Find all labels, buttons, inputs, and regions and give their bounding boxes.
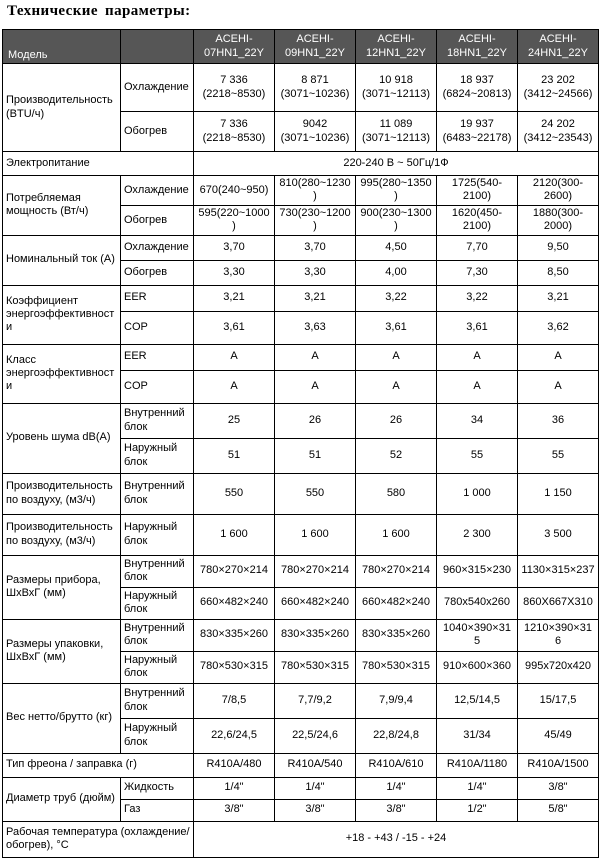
value-cell: 3,21 bbox=[518, 285, 599, 311]
value-cell: 24 202 (3412~23543) bbox=[518, 112, 599, 152]
value-cell: 3,61 bbox=[356, 311, 437, 344]
value-cell: A bbox=[437, 370, 518, 403]
table-header-row bbox=[3, 30, 599, 64]
value-cell: 1725(540-2100) bbox=[437, 176, 518, 206]
row-pipe-liquid bbox=[3, 777, 599, 799]
value-cell: 7 336 (2218~8530) bbox=[194, 112, 275, 152]
value-power-supply: 220-240 В ~ 50Гц/1Ф bbox=[194, 152, 599, 176]
value-cell: 730(230~1200) bbox=[275, 205, 356, 235]
model-header-18: ACEHI-18HN1_22Y bbox=[437, 30, 518, 64]
param-label-class: Класс энергоэффективности bbox=[3, 344, 121, 403]
value-cell: 3/8" bbox=[356, 799, 437, 821]
value-cell: 1 600 bbox=[275, 514, 356, 555]
value-cell: 1/2" bbox=[437, 799, 518, 821]
row-eff-eer bbox=[3, 285, 599, 311]
value-cell: 1880(300-2000) bbox=[518, 205, 599, 235]
value-cell: 3/8" bbox=[275, 799, 356, 821]
sub-label-outdoor: Наружный блок bbox=[121, 587, 194, 619]
value-cell: 660×482×240 bbox=[194, 587, 275, 619]
value-cell: 31/34 bbox=[437, 718, 518, 753]
value-cell: 51 bbox=[194, 438, 275, 473]
sub-label-indoor: Внутренний блок bbox=[121, 473, 194, 514]
row-airflow-indoor bbox=[3, 473, 599, 514]
value-cell: 52 bbox=[356, 438, 437, 473]
param-label-working-temp: Рабочая температура (охлаждение/обогрев), °С bbox=[3, 821, 194, 857]
value-cell: 3,22 bbox=[437, 285, 518, 311]
row-dims-pack-indoor bbox=[3, 619, 599, 651]
value-cell: 51 bbox=[275, 438, 356, 473]
sub-label-heating: Обогрев bbox=[121, 260, 194, 285]
value-cell: 7 336 (2218~8530) bbox=[194, 64, 275, 112]
value-cell: 910×600×360 bbox=[437, 651, 518, 683]
value-cell: 1620(450-2100) bbox=[437, 205, 518, 235]
sub-label-outdoor: Наружный блок bbox=[121, 438, 194, 473]
model-header-spacer bbox=[121, 30, 194, 64]
value-cell: 1 600 bbox=[194, 514, 275, 555]
value-cell: 8 871 (3071~10236) bbox=[275, 64, 356, 112]
value-cell: R410A/540 bbox=[275, 753, 356, 777]
value-cell: 19 937 (6483~22178) bbox=[437, 112, 518, 152]
row-btu-cooling bbox=[3, 64, 599, 112]
value-cell: 3/8" bbox=[518, 777, 599, 799]
value-cell: 660×482×240 bbox=[356, 587, 437, 619]
value-cell: 780×530×315 bbox=[194, 651, 275, 683]
value-cell: 4,00 bbox=[356, 260, 437, 285]
value-cell: 550 bbox=[275, 473, 356, 514]
value-cell: 1/4" bbox=[356, 777, 437, 799]
model-header-12: ACEHI-12HN1_22Y bbox=[356, 30, 437, 64]
param-label-airflow-indoor: Производительность по воздуху, (м3/ч) bbox=[3, 473, 121, 514]
sub-label-eer: EER bbox=[121, 344, 194, 370]
value-cell: 55 bbox=[437, 438, 518, 473]
row-dims-unit-indoor bbox=[3, 555, 599, 587]
value-cell: 660×482×240 bbox=[275, 587, 356, 619]
row-class-eer bbox=[3, 344, 599, 370]
param-label-dims-pack: Размеры упаковки, ШхВхГ (мм) bbox=[3, 619, 121, 683]
value-cell: 34 bbox=[437, 403, 518, 438]
value-cell: 7,70 bbox=[437, 235, 518, 260]
sub-label-indoor: Внутренний блок bbox=[121, 403, 194, 438]
sub-label-indoor: Внутренний блок bbox=[121, 555, 194, 587]
row-freon bbox=[3, 753, 599, 777]
value-cell: 11 089 (3071~12113) bbox=[356, 112, 437, 152]
param-label-weight: Вес нетто/брутто (кг) bbox=[3, 683, 121, 753]
value-cell: 550 bbox=[194, 473, 275, 514]
value-cell: 23 202 (3412~24566) bbox=[518, 64, 599, 112]
sub-label-cooling: Охлаждение bbox=[121, 64, 194, 112]
value-cell: 860X667X310 bbox=[518, 587, 599, 619]
value-cell: 3,22 bbox=[356, 285, 437, 311]
model-header-07: ACEHI-07HN1_22Y bbox=[194, 30, 275, 64]
model-header-09: ACEHI-09HN1_22Y bbox=[275, 30, 356, 64]
value-cell: 25 bbox=[194, 403, 275, 438]
value-cell: 1/4" bbox=[194, 777, 275, 799]
value-cell: 15/17,5 bbox=[518, 683, 599, 718]
sub-label-outdoor: Наружный блок bbox=[121, 718, 194, 753]
value-cell: R410A/610 bbox=[356, 753, 437, 777]
page-title: Технические параметры: bbox=[7, 3, 191, 19]
sub-label-liquid: Жидкость bbox=[121, 777, 194, 799]
sub-label-outdoor: Наружный блок bbox=[121, 651, 194, 683]
value-cell: A bbox=[518, 344, 599, 370]
sub-label-cooling: Охлаждение bbox=[121, 235, 194, 260]
sub-label-indoor: Внутренний блок bbox=[121, 619, 194, 651]
value-cell: 3/8" bbox=[194, 799, 275, 821]
value-cell: A bbox=[518, 370, 599, 403]
value-cell: 3,63 bbox=[275, 311, 356, 344]
value-cell: 3,30 bbox=[275, 260, 356, 285]
param-label-dims-unit: Размеры прибора, ШхВхГ (мм) bbox=[3, 555, 121, 619]
value-cell: A bbox=[194, 370, 275, 403]
value-cell: 3,61 bbox=[437, 311, 518, 344]
value-cell: A bbox=[437, 344, 518, 370]
value-cell: A bbox=[194, 344, 275, 370]
value-cell: 780x540x260 bbox=[437, 587, 518, 619]
value-cell: 995x720x420 bbox=[518, 651, 599, 683]
value-cell: R410A/1500 bbox=[518, 753, 599, 777]
model-header-label: Модель bbox=[3, 30, 121, 64]
value-cell: 1130×315×237 bbox=[518, 555, 599, 587]
value-cell: 3,70 bbox=[275, 235, 356, 260]
value-cell: 780×270×214 bbox=[356, 555, 437, 587]
sub-label-cop: COP bbox=[121, 370, 194, 403]
value-cell: 9042 (3071~10236) bbox=[275, 112, 356, 152]
value-cell: 900(230~1300) bbox=[356, 205, 437, 235]
sub-label-eer: EER bbox=[121, 285, 194, 311]
value-cell: 3,62 bbox=[518, 311, 599, 344]
param-label-freon: Тип фреона / заправка (г) bbox=[3, 753, 194, 777]
value-cell: 1040×390×315 bbox=[437, 619, 518, 651]
value-cell: R410A/480 bbox=[194, 753, 275, 777]
value-cell: 3,30 bbox=[194, 260, 275, 285]
value-cell: 580 bbox=[356, 473, 437, 514]
value-cell: 7,7/9,2 bbox=[275, 683, 356, 718]
value-cell: 810(280~1230) bbox=[275, 176, 356, 206]
value-cell: 2 300 bbox=[437, 514, 518, 555]
value-cell: R410A/1180 bbox=[437, 753, 518, 777]
param-label-noise: Уровень шума dB(A) bbox=[3, 403, 121, 473]
row-airflow-outdoor bbox=[3, 514, 599, 555]
sub-label-gas: Газ bbox=[121, 799, 194, 821]
value-cell: 830×335×260 bbox=[356, 619, 437, 651]
value-working-temp: +18 - +43 / -15 - +24 bbox=[194, 821, 599, 857]
param-label-power: Потребляемая мощность (Вт/ч) bbox=[3, 176, 121, 236]
model-header-24: ACEHI-24HN1_22Y bbox=[518, 30, 599, 64]
row-weight-indoor bbox=[3, 683, 599, 718]
row-power-supply bbox=[3, 152, 599, 176]
value-cell: 5/8" bbox=[518, 799, 599, 821]
value-cell: 26 bbox=[356, 403, 437, 438]
value-cell: 22,6/24,5 bbox=[194, 718, 275, 753]
spec-table bbox=[2, 29, 599, 858]
value-cell: 55 bbox=[518, 438, 599, 473]
value-cell: 960×315×230 bbox=[437, 555, 518, 587]
param-label-pipe: Диаметр труб (дюйм) bbox=[3, 777, 121, 821]
param-label-airflow-outdoor: Производительность по воздуху, (м3/ч) bbox=[3, 514, 121, 555]
value-cell: 18 937 (6824~20813) bbox=[437, 64, 518, 112]
sub-label-indoor: Внутренний блок bbox=[121, 683, 194, 718]
param-label-btu: Производительность (BTU/ч) bbox=[3, 64, 121, 152]
value-cell: 36 bbox=[518, 403, 599, 438]
value-cell: 45/49 bbox=[518, 718, 599, 753]
row-working-temp bbox=[3, 821, 599, 857]
value-cell: 3,21 bbox=[275, 285, 356, 311]
value-cell: 830×335×260 bbox=[194, 619, 275, 651]
value-cell: 10 918 (3071~12113) bbox=[356, 64, 437, 112]
value-cell: 3,21 bbox=[194, 285, 275, 311]
value-cell: 1/4" bbox=[275, 777, 356, 799]
value-cell: A bbox=[275, 370, 356, 403]
value-cell: 9,50 bbox=[518, 235, 599, 260]
value-cell: 830×335×260 bbox=[275, 619, 356, 651]
param-label-power-supply: Электропитание bbox=[3, 152, 194, 176]
value-cell: 7,30 bbox=[437, 260, 518, 285]
value-cell: 26 bbox=[275, 403, 356, 438]
value-cell: 780×270×214 bbox=[194, 555, 275, 587]
value-cell: A bbox=[356, 370, 437, 403]
value-cell: 12,5/14,5 bbox=[437, 683, 518, 718]
value-cell: 7/8,5 bbox=[194, 683, 275, 718]
sub-label-cooling: Охлаждение bbox=[121, 176, 194, 206]
value-cell: 2120(300-2600) bbox=[518, 176, 599, 206]
sub-label-cop: COP bbox=[121, 311, 194, 344]
value-cell: 1 150 bbox=[518, 473, 599, 514]
value-cell: 1 000 bbox=[437, 473, 518, 514]
value-cell: 3 500 bbox=[518, 514, 599, 555]
value-cell: 595(220~1000) bbox=[194, 205, 275, 235]
sub-label-outdoor: Наружный блок bbox=[121, 514, 194, 555]
value-cell: 1210×390×316 bbox=[518, 619, 599, 651]
row-current-cooling bbox=[3, 235, 599, 260]
value-cell: 1 600 bbox=[356, 514, 437, 555]
value-cell: 22,5/24,6 bbox=[275, 718, 356, 753]
row-noise-indoor bbox=[3, 403, 599, 438]
value-cell: 3,70 bbox=[194, 235, 275, 260]
value-cell: A bbox=[356, 344, 437, 370]
param-label-current: Номинальный ток (А) bbox=[3, 235, 121, 285]
value-cell: 3,61 bbox=[194, 311, 275, 344]
value-cell: A bbox=[275, 344, 356, 370]
sub-label-heating: Обогрев bbox=[121, 205, 194, 235]
value-cell: 670(240~950) bbox=[194, 176, 275, 206]
value-cell: 22,8/24,8 bbox=[356, 718, 437, 753]
sub-label-heating: Обогрев bbox=[121, 112, 194, 152]
value-cell: 780×530×315 bbox=[356, 651, 437, 683]
value-cell: 995(280~1350) bbox=[356, 176, 437, 206]
value-cell: 780×270×214 bbox=[275, 555, 356, 587]
param-label-efficiency: Коэффициент энергоэффективности bbox=[3, 285, 121, 344]
row-power-cooling bbox=[3, 176, 599, 206]
value-cell: 8,50 bbox=[518, 260, 599, 285]
value-cell: 4,50 bbox=[356, 235, 437, 260]
value-cell: 1/4" bbox=[437, 777, 518, 799]
value-cell: 780×530×315 bbox=[275, 651, 356, 683]
value-cell: 7,9/9,4 bbox=[356, 683, 437, 718]
